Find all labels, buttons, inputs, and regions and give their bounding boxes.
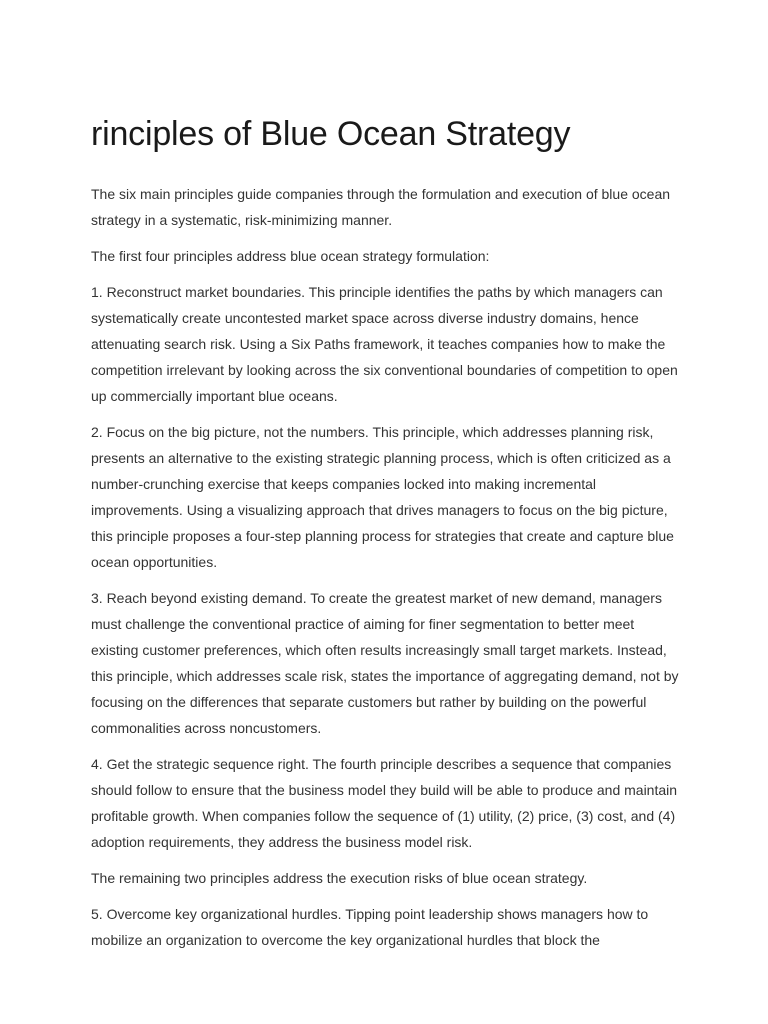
- principle-2-paragraph: 2. Focus on the big picture, not the numbers. This principle, which addresses planning risk, presents an alternative to the existing strategic planning process, which is often criticized as a number-crunching exercise that keeps companies locked into making incremental improvements. Using a visualizing approach that drives managers to focus on the big picture, this principle proposes a four-step planning process for strategies that create and capture blue ocean opportunities.: [91, 424, 674, 570]
- document-title: rinciples of Blue Ocean Strategy: [91, 115, 571, 153]
- intro-paragraph: The six main principles guide companies through the formulation and execution of blue ocean strategy in a systematic, risk-minimizing manner.: [91, 186, 671, 228]
- execution-intro-paragraph: The remaining two principles address the execution risks of blue ocean strategy.: [91, 870, 588, 886]
- document-content: [91, 111, 681, 963]
- principle-1-paragraph: 1. Reconstruct market boundaries. This principle identifies the paths by which managers can systematically create uncontested market space across diverse industry domains, hence attenuating search risk. Using a Six Paths framework, it teaches companies how to make the competition irrelevant by looking across the six conventional boundaries of competition to open up commercially important blue oceans.: [91, 284, 678, 404]
- formulation-intro-paragraph: The first four principles address blue ocean strategy formulation:: [91, 248, 490, 264]
- principle-5-paragraph: 5. Overcome key organizational hurdles. Tipping point leadership shows managers how to mobilize an organization to overcome the key organizational hurdles that block the: [91, 906, 649, 948]
- principle-4-paragraph: 4. Get the strategic sequence right. The fourth principle describes a sequence that companies should follow to ensure that the business model they build will be able to produce and maintain profitable growth. When companies follow the sequence of (1) utility, (2) price, (3) cost, and (4) adoption requirements, they address the business model risk.: [91, 756, 678, 850]
- principle-3-paragraph: 3. Reach beyond existing demand. To create the greatest market of new demand, managers must challenge the conventional practice of aiming for finer segmentation to better meet existing customer preferences, which often results increasingly small target markets. Instead, this principle, which addresses scale risk, states the importance of aggregating demand, not by focusing on the differences that separate customers but rather by building on the powerful commonalities across noncustomers.: [91, 590, 679, 736]
